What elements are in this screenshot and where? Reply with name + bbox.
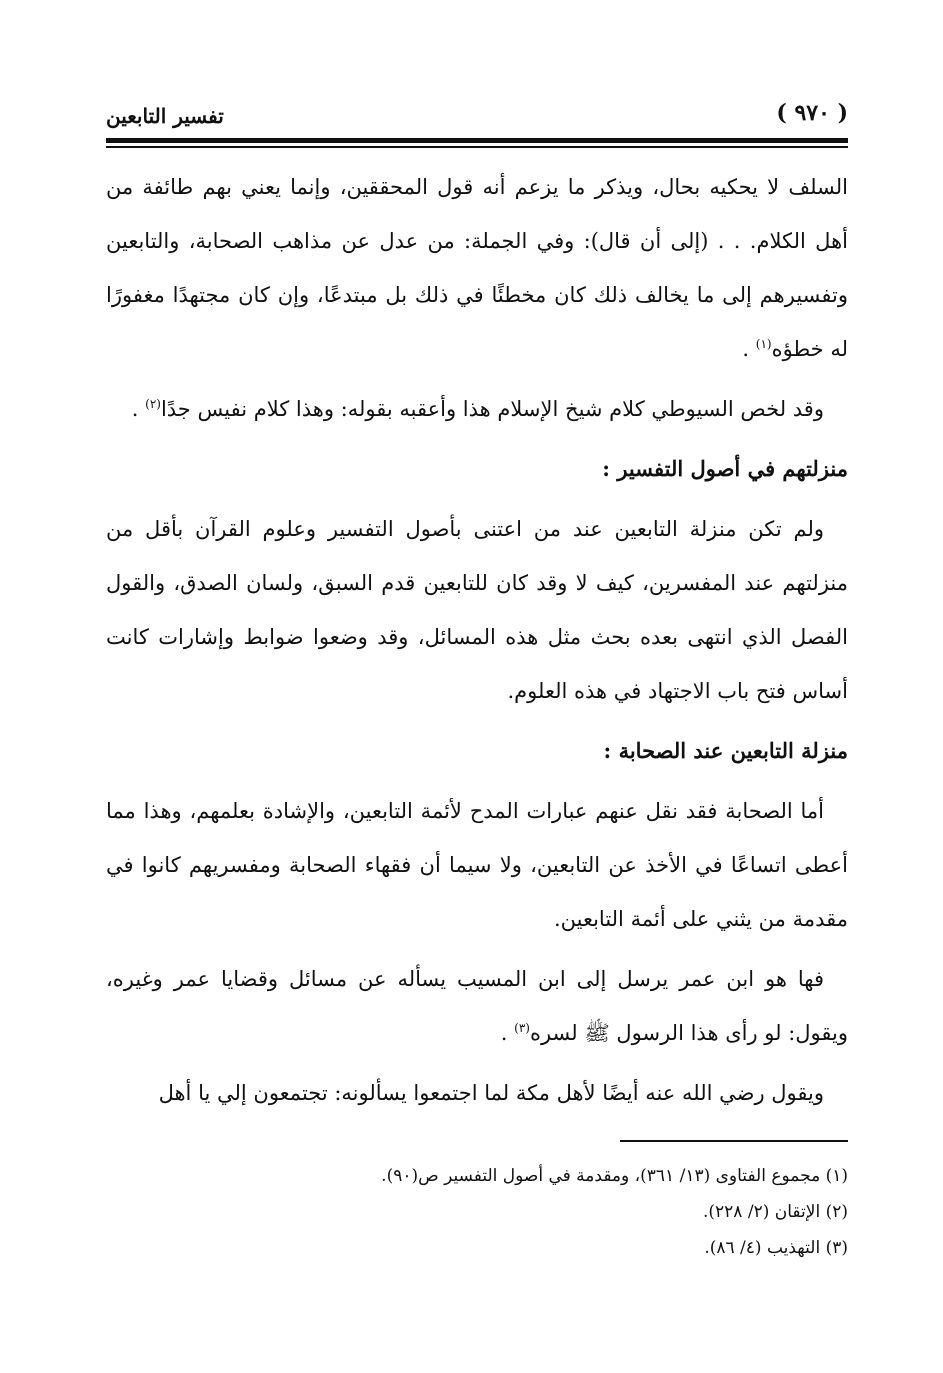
paragraph-6: ويقول رضي الله عنه أيضًا لأهل مكة لما اجتمعوا يسألونه: تجتمعون إلي يا أهل bbox=[158, 1081, 824, 1105]
header-rule-thin bbox=[106, 146, 848, 148]
paragraph-4: أما الصحابة فقد نقل عنهم عبارات المدح لأئمة التابعين، والإشادة بعلمهم، وهذا مما أعطى اتساعًا في الأخذ عن التابعين، ولا سيما أن فقهاء الصحابة ومفسريهم كانوا في مقدمة من يثني على أئمة التابعين. bbox=[106, 799, 848, 931]
paragraph-5: فها هو ابن عمر يرسل إلى ابن المسيب يسأله عن مسائل وقضايا عمر وغيره، ويقول: لو رأى هذا الرسول ﷺ لسره$^{(٣)}$ . bbox=[106, 967, 848, 1045]
footnotes bbox=[106, 1158, 848, 1266]
paragraph-2: وقد لخص السيوطي كلام شيخ الإسلام هذا وأعقبه بقوله: وهذا كلام نفيس جدًا$^{(٢)}$ . bbox=[131, 397, 824, 421]
paragraph-1: السلف لا يحكيه بحال، ويذكر ما يزعم أنه قول المحققين، وإنما يعني بهم طائفة من أهل الكلام. . . (إلى أن قال): وفي الجملة: من عدل عن مذاهب الصحابة، والتابعين وتفسيرهم إلى ما يخالف ذلك كان مخطئًا في ذلك بل مبتدعًا، وإن كان مجتهدًا مغفورًا له خطؤه$^{(١)}$ . bbox=[106, 175, 848, 361]
footnote-2: (٢) الإتقان (٢/ ٢٢٨). bbox=[702, 1202, 848, 1222]
running-title: تفسير التابعين bbox=[106, 104, 224, 128]
footnote-3: (٣) التهذيب (٤/ ٨٦). bbox=[704, 1238, 848, 1258]
page-number: ( ٩٧٠ ) bbox=[776, 100, 848, 126]
footnote-ref-3: (٣) bbox=[514, 1021, 530, 1035]
footnote-ref-2: (٢) bbox=[145, 397, 161, 411]
footnote-1: (١) مجموع الفتاوى (١٣/ ٣٦١)، ومقدمة في أصول التفسير ص(٩٠). bbox=[381, 1166, 848, 1186]
footnote-rule bbox=[620, 1140, 848, 1142]
section-heading-1: منزلتهم في أصول التفسير : bbox=[602, 456, 848, 481]
paragraph-3: ولم تكن منزلة التابعين عند من اعتنى بأصول التفسير وعلوم القرآن بأقل من منزلتهم عند المفسرين، كيف لا وقد كان للتابعين قدم السبق، ولسان الصدق، والقول الفصل الذي انتهى بعده بحث مثل هذه المسائل، وقد وضعوا ضوابط وإشارات كانت أساس فتح باب الاجتهاد في هذه العلوم. bbox=[106, 517, 848, 703]
section-heading-2: منزلة التابعين عند الصحابة : bbox=[603, 738, 848, 763]
page-header bbox=[106, 100, 848, 134]
footnote-ref-1: (١) bbox=[755, 337, 772, 351]
body-text bbox=[106, 160, 848, 1126]
header-rule-thick bbox=[106, 138, 848, 143]
